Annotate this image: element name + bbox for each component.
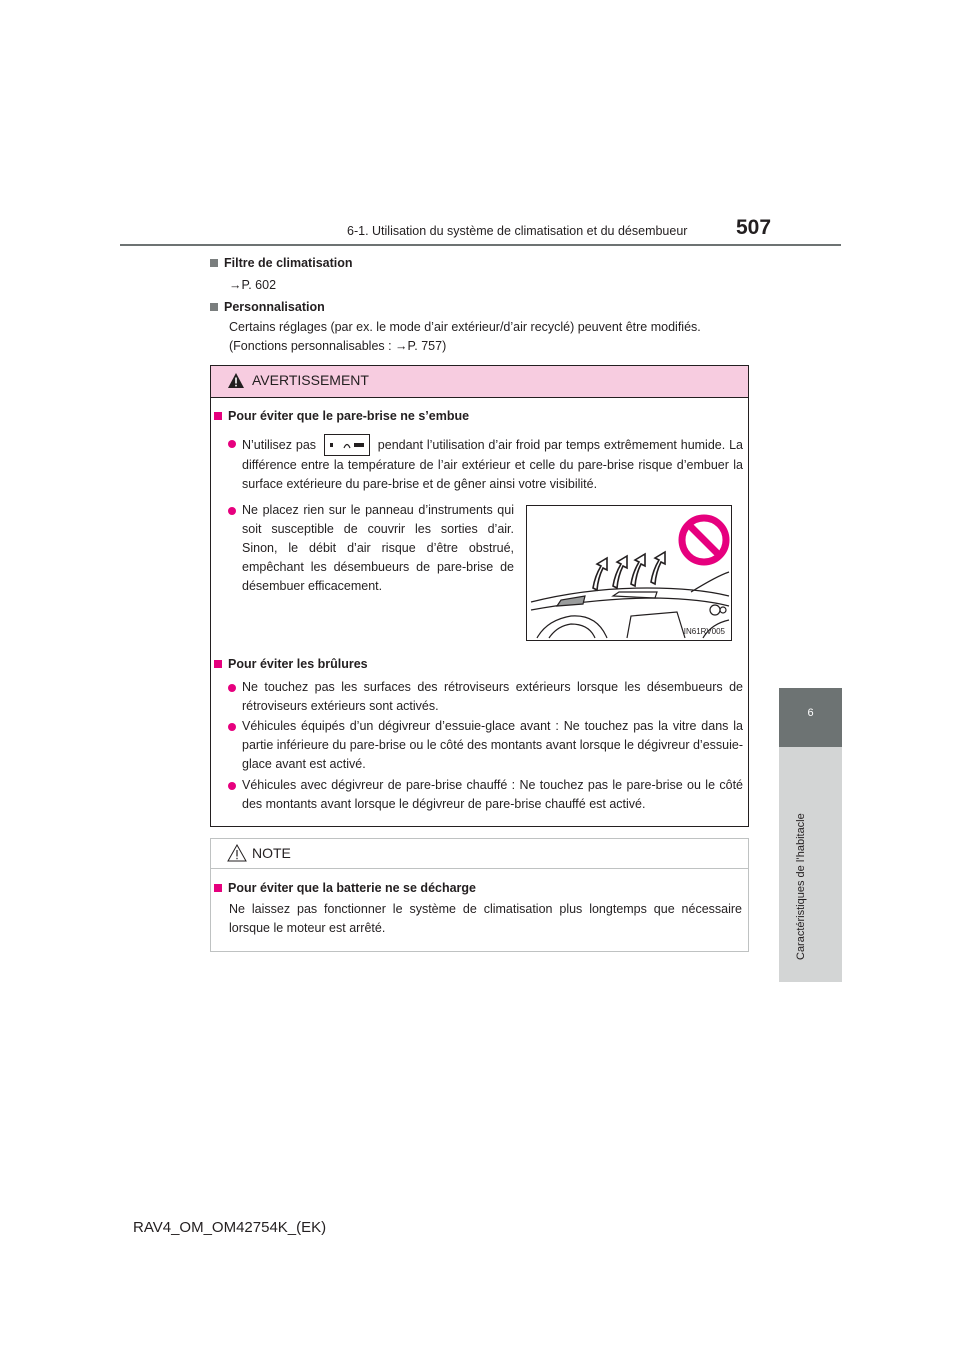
page-number: 507 <box>736 216 772 239</box>
bullet-icon <box>228 440 236 448</box>
bullet-icon <box>228 684 236 692</box>
ref-filtre: →P. 602 <box>229 278 277 292</box>
square-bullet-icon <box>214 660 222 668</box>
caution-triangle-icon <box>227 844 247 862</box>
square-bullet-icon <box>210 259 218 267</box>
chapter-rail <box>779 747 842 982</box>
brulures-bullet-2: Véhicules équipés d’un dégivreur d’essuie-glace avant : Ne touchez pas la vitre dans la partie inférieure du pare-brise ou le côté des montants avant lorsque le dégivreur d’essuie-glace avant est activé. <box>242 719 743 771</box>
header-divider <box>120 244 841 246</box>
dashboard-vents-illustration-icon <box>527 506 731 640</box>
square-bullet-icon <box>214 412 222 420</box>
square-bullet-icon <box>214 884 222 892</box>
section-title: 6-1. Utilisation du système de climatisation et du désembueur <box>347 224 688 238</box>
illustration-code: IN61RV005 <box>683 627 725 636</box>
heading-pare-brise: Pour éviter que le pare-brise ne s’embue <box>214 409 469 423</box>
document-code: RAV4_OM_OM42754K_(EK) <box>133 1219 327 1236</box>
brulures-bullet-3: Véhicules avec dégivreur de pare-brise chauffé : Ne touchez pas le pare-brise ou le côté des montants avant lorsque le dégivreur de pare-brise chauffé est activé. <box>242 778 743 811</box>
heading-batterie: Pour éviter que la batterie ne se décharge <box>214 881 476 895</box>
bullet-icon <box>228 507 236 515</box>
heading-brulures: Pour éviter les brûlures <box>214 657 368 671</box>
personnalisation-text: Certains réglages (par ex. le mode d’air extérieur/d’air recyclé) peuvent être modifiés. (Fonctions personnalisables : →P. 757) <box>229 320 701 353</box>
note-text: Ne laissez pas fonctionner le système de climatisation plus longtemps que nécessaire lorsque le moteur est arrêté. <box>229 902 742 935</box>
chapter-label: Caractéristiques de l’habitacle <box>795 813 807 960</box>
defroster-button-icon <box>324 434 370 456</box>
square-bullet-icon <box>210 303 218 311</box>
note-header <box>211 839 748 869</box>
bullet-icon <box>228 782 236 790</box>
chapter-number: 6 <box>807 707 814 719</box>
warning-title: AVERTISSEMENT <box>252 372 369 388</box>
warning-bullet-1: N’utilisez pas pendant l’utilisation d’air froid par temps extrêmement humide. La différence entre la température de l’air extérieur et celle du pare-brise risque d’embuer la surface extérieure du pare-brise et de gêner ainsi votre visibilité. <box>242 434 743 494</box>
heading-filtre: Filtre de climatisation <box>210 256 353 270</box>
warning-bullet-2: Ne placez rien sur le panneau d’instruments qui soit susceptible de couvrir les sorties d’air. Sinon, le débit d’air risque d’être obstrué, empêchant les désembueurs de pare-brise de désembuer efficacement. <box>242 503 514 593</box>
dashboard-illustration <box>526 505 732 641</box>
heading-personnalisation: Personnalisation <box>210 300 325 314</box>
brulures-bullet-1: Ne touchez pas les surfaces des rétroviseurs extérieurs lorsque les désembueurs de rétroviseurs extérieurs sont activés. <box>242 680 743 713</box>
bullet-icon <box>228 723 236 731</box>
warning-triangle-icon <box>227 372 245 389</box>
note-title: NOTE <box>252 845 291 861</box>
